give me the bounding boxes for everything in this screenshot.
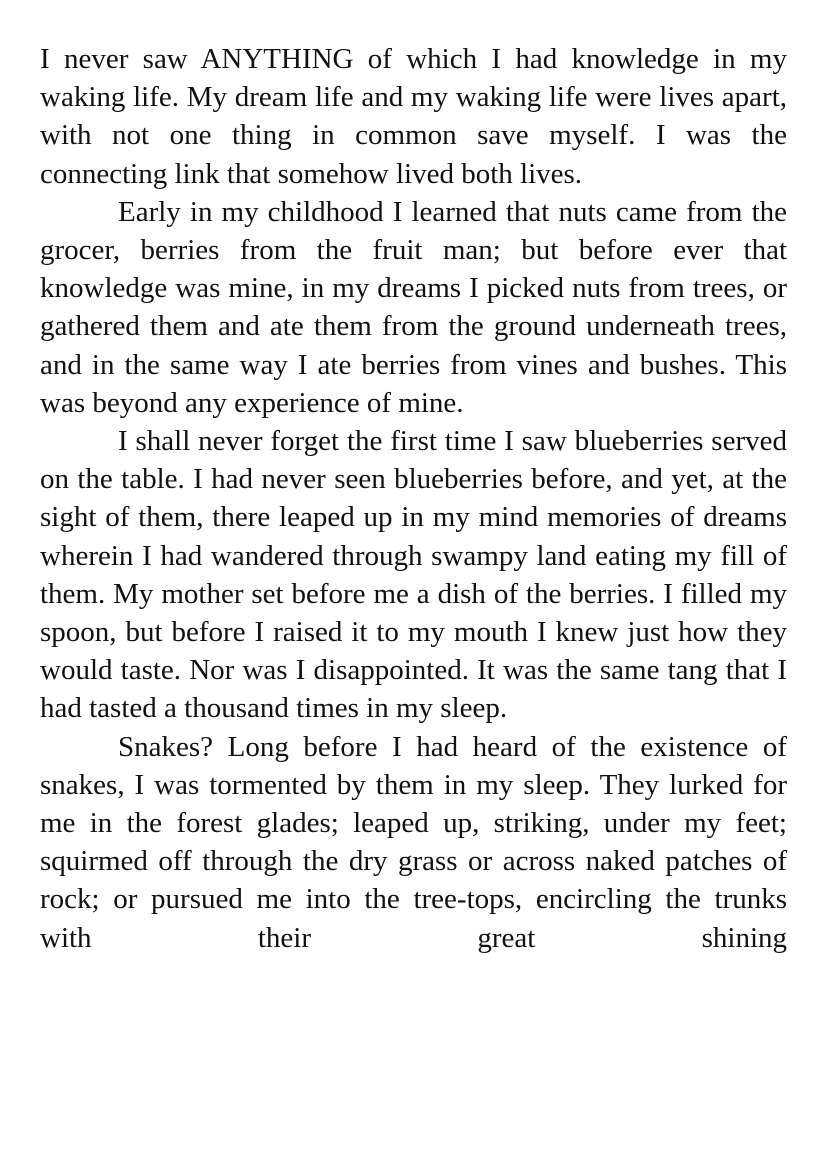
paragraph-3: I shall never forget the first time I saw blueberries served on the table. I had never seen blueberries before, and yet, at the sight of them, there leaped up in my mind memories of dreams wherein I had wandered through swampy land eating my fill of them. My mother set before me a dish of the berries. I filled my spoon, but before I raised it to my mouth I knew just how they would taste. Nor was I disappointed. It was the same tang that I had tasted a thousand times in my sleep. xyxy=(40,425,787,725)
body-text xyxy=(40,40,787,957)
paragraph-4: Snakes? Long before I had heard of the existence of snakes, I was tormented by them in my sleep. They lurked for me in the forest glades; leaped up, striking, under my feet; squirmed off through the dry grass or across naked patches of rock; or pursued me into the tree-tops, encircling the trunks with their great shining xyxy=(40,730,787,954)
paragraph-2: Early in my childhood I learned that nuts came from the grocer, berries from the fruit man; but before ever that knowledge was mine, in my dreams I picked nuts from trees, or gathered them and ate them from the ground underneath trees, and in the same way I ate berries from vines and bushes. This was beyond any experience of mine. xyxy=(40,195,787,419)
paragraph-1: I never saw ANYTHING of which I had knowledge in my waking life. My dream life and my waking life were lives apart, with not one thing in common save myself. I was the connecting link that somehow lived both lives. xyxy=(40,43,787,190)
